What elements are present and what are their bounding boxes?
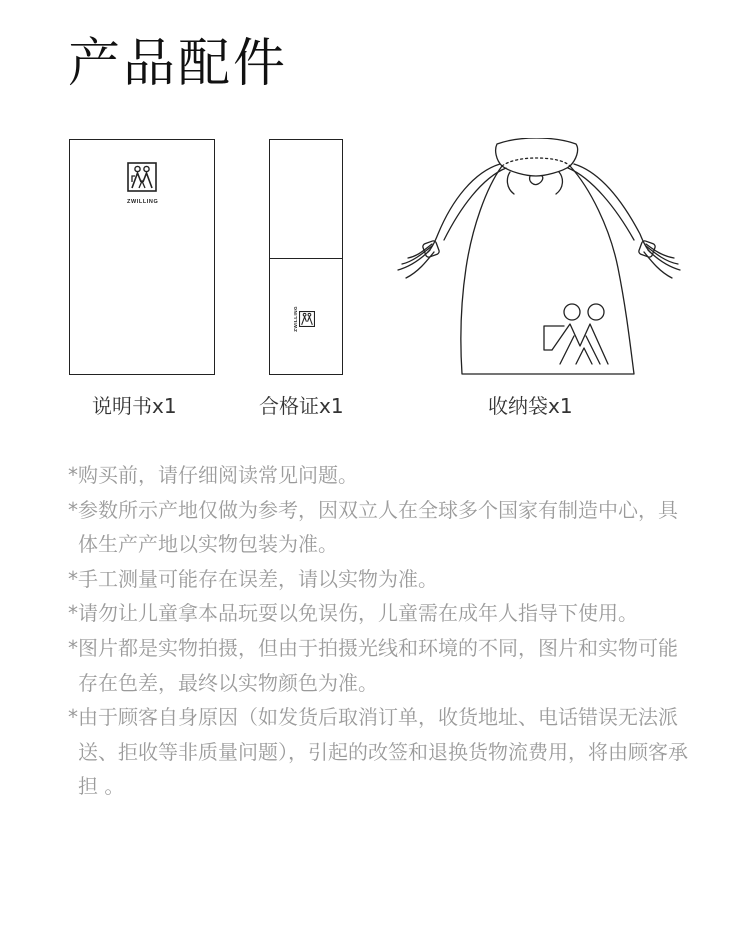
accessory-label-pouch: 收纳袋x1 bbox=[488, 394, 573, 418]
page-title: 产品配件 bbox=[68, 34, 289, 94]
brand-wordmark: ZWILLING bbox=[127, 199, 159, 205]
note-item: *请勿让儿童拿本品玩耍以免误伤，儿童需在成年人指导下使用。 bbox=[68, 601, 638, 626]
note-item: *由于顾客自身原因（如发货后取消订单，收货地址、电话错误无法派送、拒收等非质量问题），引起的改签和退换货物流费用，将由顾客承担 。 bbox=[68, 705, 688, 799]
certificate-divider bbox=[270, 258, 342, 259]
certificate-card-icon bbox=[269, 139, 343, 375]
note-item: *购买前，请仔细阅读常见问题。 bbox=[68, 463, 358, 487]
accessory-label-certificate: 合格证x1 bbox=[259, 394, 344, 418]
certificate-brand-wordmark: ZWILLING bbox=[293, 306, 298, 332]
manual-booklet-icon bbox=[69, 139, 215, 375]
purchase-notes bbox=[68, 458, 688, 804]
drawstring-pouch-icon bbox=[394, 138, 684, 378]
twins-logo-icon bbox=[127, 162, 157, 192]
twins-logo-icon bbox=[299, 311, 315, 327]
certificate-logo bbox=[293, 304, 317, 334]
note-item: *参数所示产地仅做为参考，因双立人在全球多个国家有制造中心，具体生产产地以实物包装为准。 bbox=[68, 497, 678, 557]
accessory-label-manual: 说明书x1 bbox=[92, 394, 177, 418]
note-item: *图片都是实物拍摄，但由于拍摄光线和环境的不同，图片和实物可能存在色差，最终以实物颜色为准。 bbox=[68, 635, 678, 695]
note-item: *手工测量可能存在误差，请以实物为准。 bbox=[68, 566, 438, 591]
zwilling-logo bbox=[127, 162, 157, 210]
